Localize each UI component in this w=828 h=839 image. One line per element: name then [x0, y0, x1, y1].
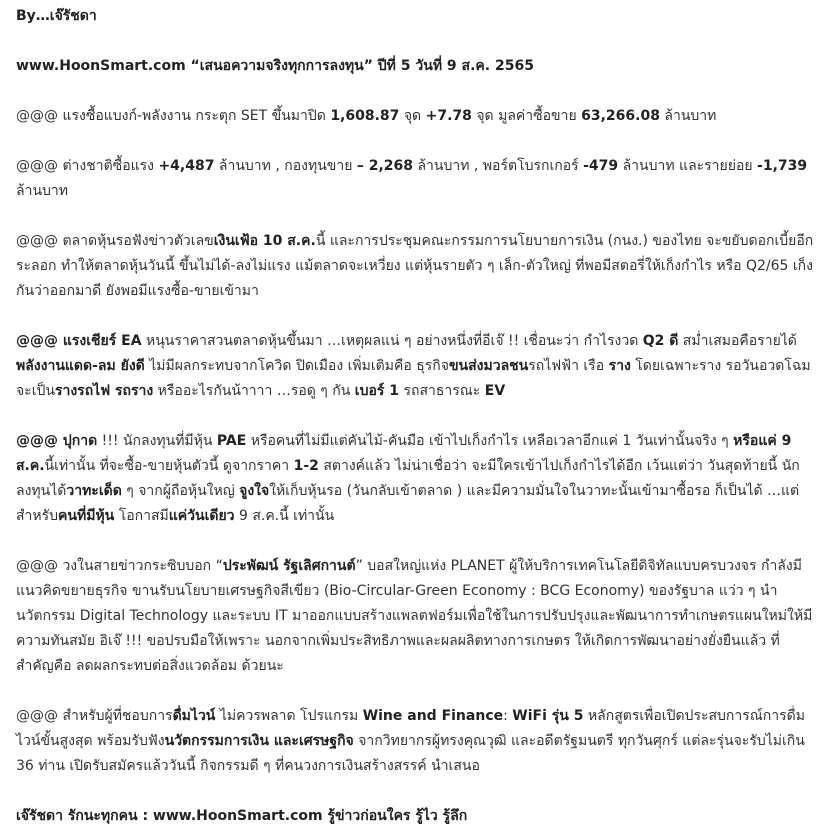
paragraph-1 [16, 4, 816, 29]
text-segment: หรือแค่ 9 ส.ค. [16, 433, 792, 474]
text-segment: นี้ และการประชุมคณะกรรมการนโยบายการเงิน (กนง.) ของไทย จะขยับดอกเบี้ยอีกระลอก ทำให้ตลาดหุ้นวันนี้ ขึ้นไม่ได้-ลงไม่แรง แม้ตลาดจะเหวี่ยง แต่หุ้นรายตัว ๆ เล็ก-ตัวใหญ่ ที่พอมีสตอรี่ให้เก็งกำไร หรือ Q2/65 เก็งกันว่าออกมาดี ยังพอมีแรงซื้อ-ขายเข้ามา [16, 233, 814, 299]
text-segment: รางรถไฟ รถราง [54, 383, 154, 399]
text-segment: EV [484, 383, 506, 399]
text-segment: ประพัฒน์ รัฐเลิศกานต์ [222, 558, 356, 574]
text-segment: ราง [608, 358, 631, 374]
text-segment: ๆ จากผู้ถือหุ้นใหญ่ [121, 483, 240, 499]
text-segment: รถสาธารณะ [399, 383, 485, 399]
text-segment: เงินเฟ้อ 10 ส.ค. [213, 233, 316, 249]
text-segment: PAE [216, 433, 247, 449]
text-segment: คนที่มีหุ้น [58, 508, 115, 524]
text-segment: นวัตกรรมการเงิน และเศรษฐกิจ [164, 733, 354, 749]
text-segment: ให้เก็บหุ้นรอ (วันกลับเข้าตลาด ) และมีความมั่นใจในวาทะนั้นเข้ามาซื้อรอ ก็เป็นได้ …แต่สำหรับ [16, 483, 800, 524]
text-segment: จุด มูลค่าซื้อขาย [471, 108, 582, 124]
text-segment: +7.78 [425, 108, 472, 124]
text-segment: พลังงานแดด-ลม ยังดี [16, 358, 145, 374]
text-segment: @@@ แรงเชียร์ EA [16, 333, 142, 349]
paragraph-9 [16, 704, 816, 779]
text-segment: ล้านบาท และรายย่อย [618, 158, 758, 174]
text-segment: จุด [399, 108, 426, 124]
text-segment: ล้านบาท , กองทุนขาย [214, 158, 357, 174]
text-segment: 1,608.87 [330, 108, 400, 124]
text-segment: 63,266.08 [581, 108, 660, 124]
text-segment: – 2,268 [356, 158, 414, 174]
paragraph-6 [16, 329, 816, 404]
text-segment: Q2 ดี [642, 333, 679, 349]
paragraph-5 [16, 229, 816, 304]
text-segment: -479 [583, 158, 619, 174]
text-segment: หลักสูตรเพื่อเปิดประสบการณ์การดื่มไวน์ขั้นสูงสุด พร้อมรับฟัง [16, 708, 805, 749]
text-segment: 1-2 [293, 458, 319, 474]
text-segment: Wine and Finance [362, 708, 504, 724]
text-segment: ล้านบาท [16, 183, 68, 199]
text-segment: เบอร์ 1 [354, 383, 399, 399]
text-segment: นี้เท่านั้น ที่จะซื้อ-ขายหุ้นตัวนี้ ดูจากราคา [44, 458, 294, 474]
paragraph-7 [16, 429, 816, 529]
text-segment: ล้านบาท , พอร์ตโบรกเกอร์ [413, 158, 584, 174]
text-segment: @@@ วงในสายข่าวกระซิบบอก “ [16, 558, 223, 574]
text-segment: สตางค์แล้ว ไม่น่าเชื่อว่า จะมีใครเข้าไปเก็งกำไรได้อีก เว้นแต่ว่า วันสุดท้ายนี้ นักลงทุนได้ [16, 458, 800, 499]
paragraph-10 [16, 804, 816, 829]
text-segment: @@@ ตลาดหุ้นรอฟังข่าวตัวเลข [16, 233, 214, 249]
text-segment: ล้านบาท [659, 108, 717, 124]
text-segment: By…เจ๊รัชดา [16, 8, 97, 24]
text-segment: : [503, 708, 513, 724]
text-segment: ” บอสใหญ่แห่ง PLANET ผู้ให้บริการเทคโนโลยีดิจิทัลแบบครบวงจร กำลังมีแนวคิดขยายธุรกิจ ขานรับนโยบายเศรษฐกิจสีเขียว (Bio-Circular-Green Economy : BCG Economy) ของรัฐบาล แว่ว ๆ นำนวัตกรรม Digital Technology และระบบ IT มาออกแบบสร้างแพลตฟอร์มเพื่อใช้ในการปรับปรุงและพัฒนาการทำเกษตรแผนใหม่ให้มีความทันสมัย อิเจ๊ !!! ขอปรบมือให้เพราะ นอกจากเพิ่มประสิทธิภาพและผลผลิตทางการเกษตร ให้เกิดการพัฒนาอย่างยั่งยืนแล้ว ที่สำคัญคือ ลดผลกระทบต่อสิ่งแวดล้อม ด้วยนะ [16, 558, 813, 674]
text-segment: จากวิทยากรผู้ทรงคุณวุฒิ และอดีตรัฐมนตรี ทุกวันศุกร์ แต่ละรุ่นจะรับไม่เกิน 36 ท่าน เปิดรับสมัครแล้ววันนี้ กิจกรรมดี ๆ ที่คนวงการเงินสร้างสรรค์ นำเสนอ [16, 733, 805, 774]
text-segment: !!! นักลงทุนที่มีหุ้น [97, 433, 217, 449]
text-segment: สม่ำเสมอคือรายได้ [678, 333, 797, 349]
paragraph-3 [16, 104, 816, 129]
text-segment: วาทะเด็ด [66, 483, 122, 499]
text-segment: @@@ สำหรับผู้ที่ชอบการ [16, 708, 173, 724]
text-segment: WiFi รุ่น 5 [512, 708, 584, 724]
text-segment: @@@ ปุกาด [16, 433, 98, 449]
text-segment: ไม่ควรพลาด โปรแกรม [215, 708, 363, 724]
text-segment: โอกาสมี [114, 508, 169, 524]
text-segment: โดยเฉพาะราง รอวันอวดโฉม จะเป็น [16, 358, 811, 399]
text-segment: ไม่มีผลกระทบจากโควิด ปิดเมือง เพิ่มเติมคือ ธุรกิจ [144, 358, 449, 374]
text-segment: แค่วันเดียว [168, 508, 235, 524]
text-segment: ขนส่งมวลชน [448, 358, 529, 374]
paragraph-8 [16, 554, 816, 679]
text-segment: @@@ ต่างชาติซื้อแรง [16, 158, 159, 174]
text-segment: หนุนราคาสวนตลาดหุ้นขึ้นมา …เหตุผลแน่ ๆ อย่างหนึ่งที่อีเจ๊ !! เชื่อนะว่า กำไรงวด [141, 333, 643, 349]
text-segment: รถไฟฟ้า เรือ [528, 358, 609, 374]
text-segment: www.HoonSmart.com “เสนอความจริงทุกการลงทุน” ปีที่ 5 วันที่ 9 ส.ค. 2565 [16, 58, 534, 74]
text-segment: -1,739 [757, 158, 808, 174]
text-segment: จูงใจ [239, 483, 270, 499]
text-segment: @@@ แรงซื้อแบงก์-พลังงาน กระตุก SET ขึ้นมาปิด [16, 108, 331, 124]
text-segment: ดื่มไวน์ [172, 708, 216, 724]
text-segment: หรือคนที่ไม่มีแต่คันไม้-คันมือ เข้าไปเก็งกำไร เหลือเวลาอีกแค่ 1 วันเท่านั้นจริง ๆ [246, 433, 734, 449]
text-segment: เจ๊รัชดา รักนะทุกคน : www.HoonSmart.com [16, 808, 323, 824]
paragraph-2 [16, 54, 816, 79]
text-segment: +4,487 [158, 158, 215, 174]
text-segment: หรืออะไรกันน้าาาา …รอดู ๆ กัน [153, 383, 355, 399]
text-segment: 9 ส.ค.นี้ เท่านั้น [234, 508, 335, 524]
text-segment: รู้ข่าวก่อนใคร รู้ไว รู้ลึก [322, 808, 468, 824]
paragraph-4 [16, 154, 816, 204]
